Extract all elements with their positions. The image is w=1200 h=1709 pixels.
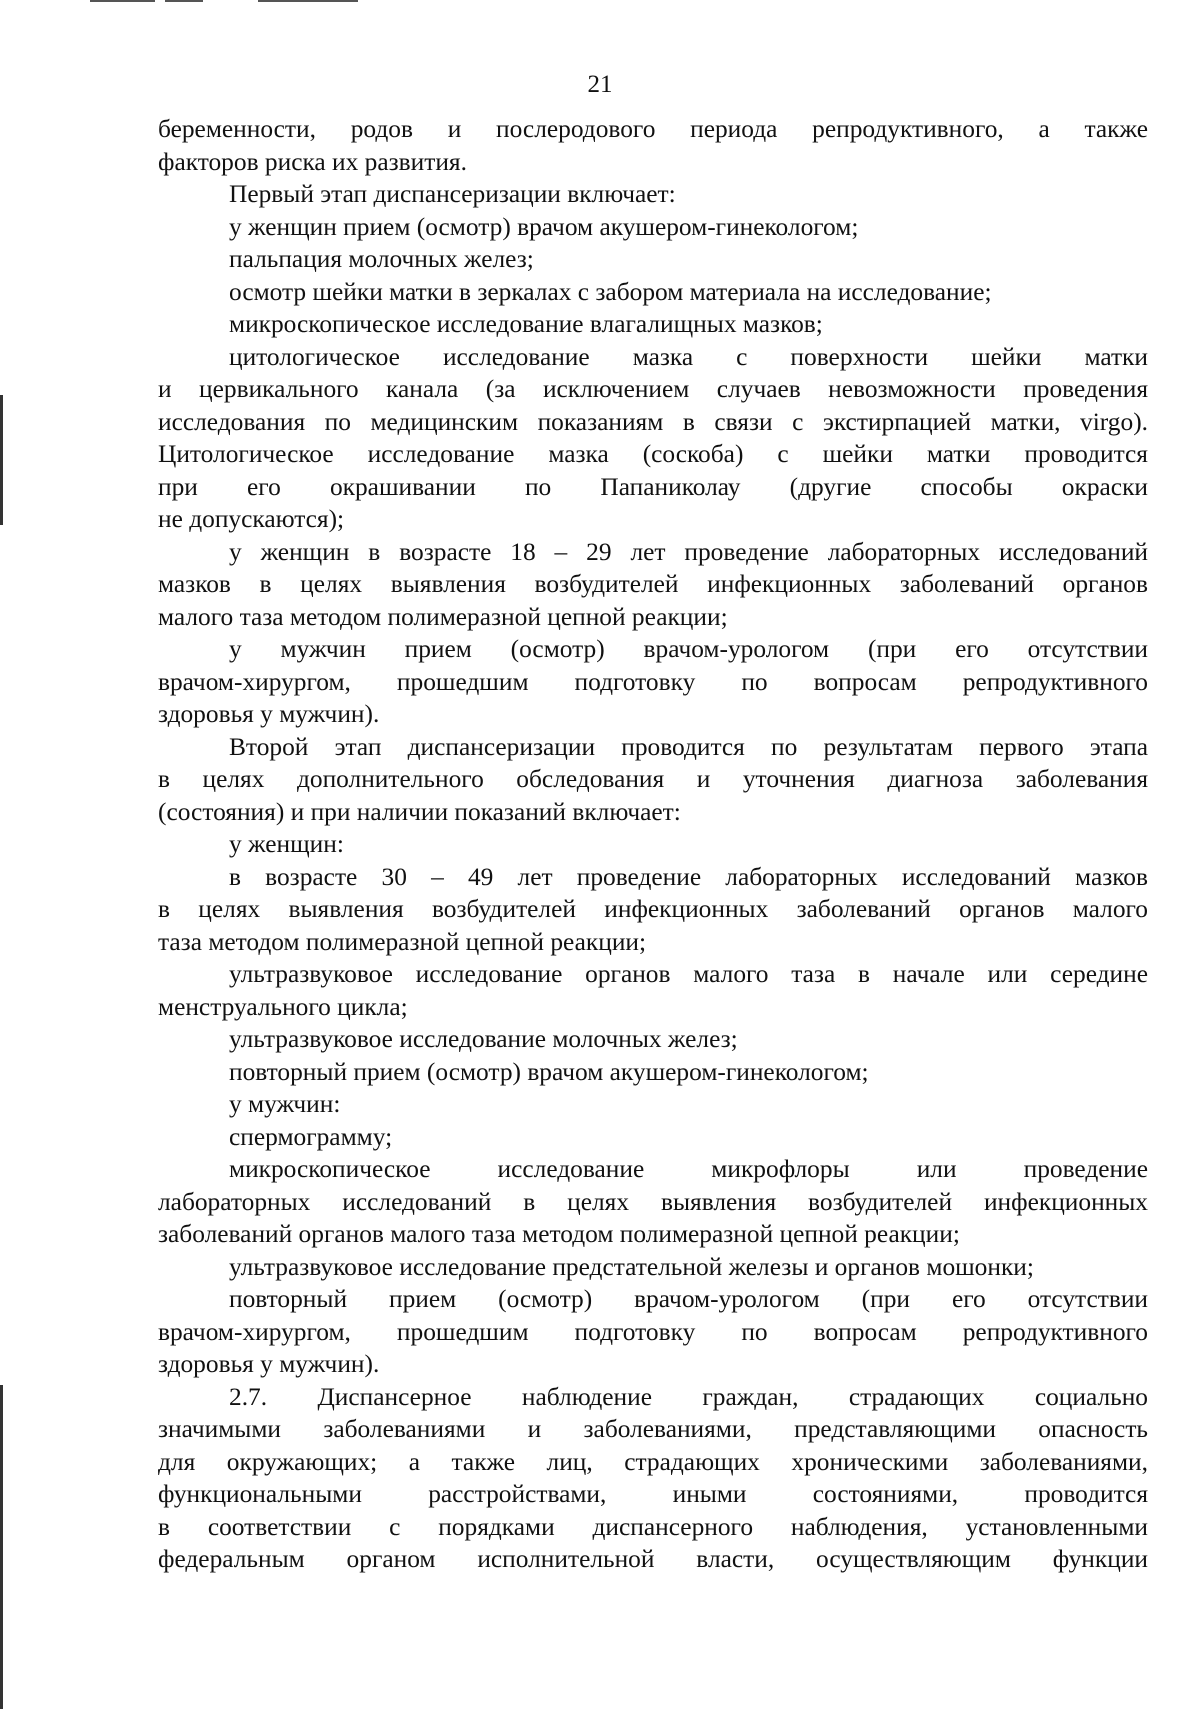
text-line: федеральным органом исполнительной власти, осуществляющим функции [158, 1545, 1148, 1573]
text-line: у женщин прием (осмотр) врачом акушером-гинекологом; [229, 212, 859, 241]
text-line: при его окрашивании по Папаниколау (другие способы окраски [158, 472, 1148, 501]
text-line: не допускаются); [158, 505, 345, 533]
text-line: пальпация молочных желез; [229, 245, 534, 273]
text-line: функциональными расстройствами, иными состояниями, проводится [158, 1480, 1148, 1508]
text-line: Второй этап диспансеризации проводится по результатам первого этапа [229, 732, 1148, 761]
scan-artifact-top-right [258, 0, 358, 2]
text-line: у мужчин: [229, 1090, 341, 1118]
text-line: повторный прием (осмотр) врачом-урологом (при его отсутствии [229, 1285, 1148, 1313]
text-line: ультразвуковое исследование молочных желез; [229, 1025, 738, 1053]
scan-artifact-left-lower [0, 1385, 3, 1709]
text-line: в целях дополнительного обследования и уточнения диагноза заболевания [158, 765, 1148, 793]
text-line: таза методом полимеразной цепной реакции; [158, 927, 647, 956]
text-line: врачом-хирургом, прошедшим подготовку по вопросам репродуктивного [158, 667, 1148, 696]
text-line: здоровья у мужчин). [158, 1350, 380, 1378]
text-line: цитологическое исследование мазка с поверхности шейки матки [229, 342, 1148, 371]
text-line: лабораторных исследований в целях выявления возбудителей инфекционных [158, 1187, 1148, 1216]
text-line: у мужчин прием (осмотр) врачом-урологом (при его отсутствии [229, 635, 1148, 663]
text-line: значимыми заболеваниями и заболеваниями, представляющими опасность [158, 1415, 1148, 1443]
text-line: малого таза методом полимеразной цепной реакции; [158, 602, 728, 631]
text-line: у женщин: [229, 830, 344, 858]
text-line: ультразвуковое исследование органов малого таза в начале или середине [229, 960, 1148, 988]
text-line: в соответствии с порядками диспансерного наблюдения, установленными [158, 1512, 1148, 1541]
scan-artifact-left-upper [0, 395, 3, 525]
text-line: у женщин в возрасте 18 – 29 лет проведение лабораторных исследований [229, 537, 1148, 566]
text-line: микроскопическое исследование влагалищных мазков; [229, 310, 823, 338]
scan-artifact-top-left [90, 0, 155, 2]
text-line: и цервикального канала (за исключением случаев невозможности проведения [158, 375, 1148, 403]
text-line: исследования по медицинским показаниям в связи с экстирпацией матки, virgo). [158, 407, 1148, 436]
page-number: 21 [587, 71, 613, 98]
text-line: здоровья у мужчин). [158, 700, 380, 728]
text-line: факторов риска их развития. [158, 147, 467, 176]
text-line: Первый этап диспансеризации включает: [229, 180, 676, 208]
text-line: (состояния) и при наличии показаний включает: [158, 797, 681, 826]
text-line: спермограмму; [229, 1122, 393, 1151]
text-line: в возрасте 30 – 49 лет проведение лабораторных исследований мазков [229, 862, 1148, 891]
text-line: повторный прием (осмотр) врачом акушером-гинекологом; [229, 1057, 869, 1086]
text-line: менструального цикла; [158, 992, 408, 1021]
text-line: мазков в целях выявления возбудителей инфекционных заболеваний органов [158, 570, 1148, 598]
body-text [158, 113, 1148, 1576]
text-line: ультразвуковое исследование предстательной железы и органов мошонки; [229, 1252, 1034, 1281]
text-line: осмотр шейки матки в зеркалах с забором материала на исследование; [229, 277, 992, 306]
text-line: врачом-хирургом, прошедшим подготовку по вопросам репродуктивного [158, 1317, 1148, 1346]
text-line: Цитологическое исследование мазка (соскоба) с шейки матки проводится [158, 440, 1148, 468]
text-line: микроскопическое исследование микрофлоры или проведение [229, 1155, 1148, 1183]
text-line: в целях выявления возбудителей инфекционных заболеваний органов малого [158, 895, 1148, 923]
text-line: для окружающих; а также лиц, страдающих хроническими заболеваниями, [158, 1447, 1148, 1476]
text-line: 2.7. Диспансерное наблюдение граждан, страдающих социально [229, 1382, 1148, 1411]
text-line: заболеваний органов малого таза методом полимеразной цепной реакции; [158, 1220, 960, 1248]
text-line: беременности, родов и послеродового периода репродуктивного, а также [158, 115, 1148, 143]
scan-artifact-top-mid [165, 0, 203, 2]
